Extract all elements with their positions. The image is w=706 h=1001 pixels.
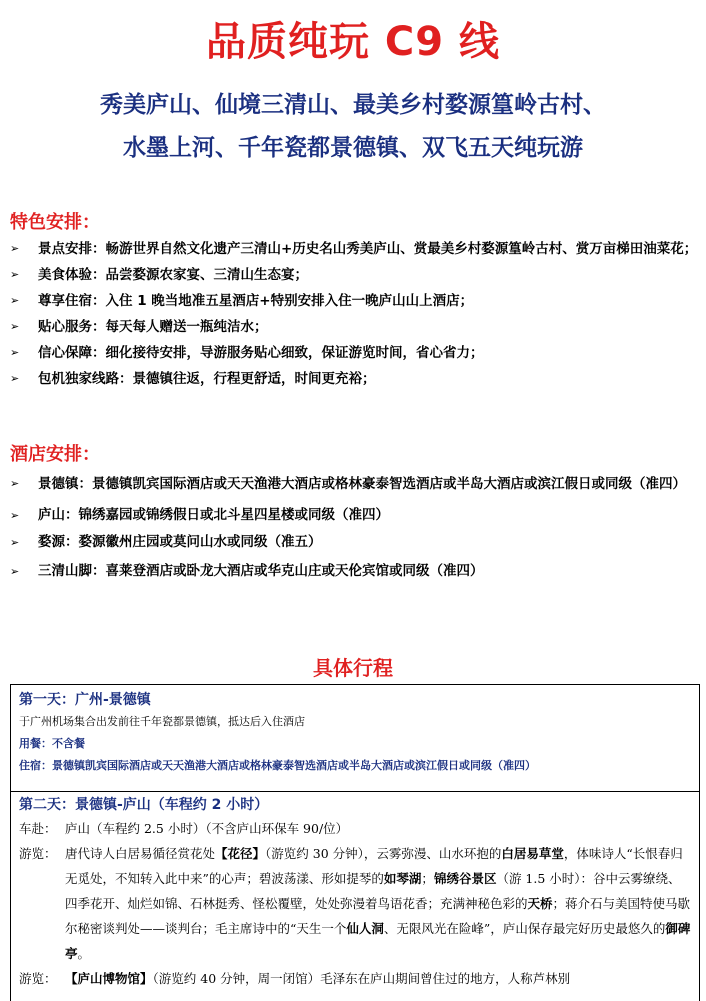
subtitle-line-2: 水墨上河、千年瓷都景德镇、双飞五天纯玩游 [123, 135, 583, 161]
itinerary-heading: 具体行程 [313, 656, 393, 680]
tour-label: 游览： [19, 846, 57, 861]
day1-title: 第一天：广州-景德镇 [19, 692, 151, 708]
day1-box [10, 684, 700, 792]
day2-box [10, 791, 700, 1001]
features-list [0, 236, 706, 392]
day1-stay: 住宿：景德镇凯宾国际酒店或天天渔港大酒店或格林豪泰智选酒店或半岛大酒店或滨江假日或同级（准四） [19, 759, 536, 772]
list-item: ➢ 三清山脚：喜莱登酒店或卧龙大酒店或华克山庄或天伦宾馆或同级（准四） [0, 558, 706, 585]
arrow-bullet-icon: ➢ [10, 346, 20, 359]
list-item: ➢ 婺源：婺源徽州庄园或莫问山水或同级（准五） [0, 529, 706, 556]
hotels-heading: 酒店安排： [10, 444, 100, 465]
day2-transfer: 车赴： 庐山（车程约 2.5 小时）（不含庐山环保车 90/位） [11, 816, 699, 841]
subtitle-line-1: 秀美庐山、仙境三清山、最美乡村婺源篁岭古村、 [100, 92, 606, 118]
list-item: ➢ 贴心服务：每天每人赠送一瓶纯洁水； [0, 314, 706, 340]
arrow-bullet-icon: ➢ [10, 509, 20, 522]
arrow-bullet-icon: ➢ [10, 372, 20, 385]
arrow-bullet-icon: ➢ [10, 477, 20, 490]
transfer-label: 车赴： [19, 821, 57, 836]
list-item: ➢ 美食体验：品尝婺源农家宴、三清山生态宴； [0, 262, 706, 288]
list-item: ➢ 庐山：锦绣嘉园或锦绣假日或北斗星四星楼或同级（准四） [0, 502, 706, 529]
arrow-bullet-icon: ➢ [10, 268, 20, 281]
day1-meals: 用餐：不含餐 [19, 737, 85, 750]
day2-tour-museum: 游览： 【庐山博物馆】（游览约 40 分钟，周一闭馆）毛泽东在庐山期间曾住过的地方，人称芦林别 [11, 966, 699, 991]
arrow-bullet-icon: ➢ [10, 565, 20, 578]
arrow-bullet-icon: ➢ [10, 294, 20, 307]
day1-description: 于广州机场集合出发前往千年瓷都景德镇，抵达后入住酒店 [19, 715, 305, 728]
tour-label: 游览： [19, 971, 57, 986]
page-title: 品质纯玩 C9 线 [205, 19, 501, 65]
list-item: ➢ 包机独家线路：景德镇往返，行程更舒适，时间更充裕； [0, 366, 706, 392]
arrow-bullet-icon: ➢ [10, 320, 20, 333]
list-item: ➢ 信心保障：细化接待安排，导游服务贴心细致，保证游览时间，省心省力； [0, 340, 706, 366]
day2-title: 第二天：景德镇-庐山（车程约 2 小时） [19, 797, 269, 813]
list-item: ➢ 景德镇：景德镇凯宾国际酒店或天天渔港大酒店或格林豪泰智选酒店或半岛大酒店或滨江假日或同级（准四） [0, 468, 706, 500]
list-item: ➢ 尊享住宿：入住 1 晚当地准五星酒店+特别安排入住一晚庐山山上酒店； [0, 288, 706, 314]
list-item: ➢ 景点安排：畅游世界自然文化遗产三清山+历史名山秀美庐山、赏最美乡村婺源篁岭古村、赏万亩梯田油菜花； [0, 236, 706, 262]
hotels-list [0, 468, 706, 585]
day2-tour: 游览： 唐代诗人白居易循径赏花处【花径】（游览约 30 分钟），云雾弥漫、山水环抱的白居易草堂，体味诗人“长恨春归无觅处，不知转入此中来”的心声；碧波荡漾、形如提琴的如琴湖；锦绣谷景区（游 1.5 小时）：谷中云雾缭绕、四季花开、灿烂如锦、石林挺秀、怪松覆壁，处处弥漫着鸟语花香；充满神秘色彩的天桥；蒋介石与美国特使马歇尔秘密谈判处——谈判台；毛主席诗中的“天生一个仙人洞、无限风光在险峰”，庐山保存最完好历史最悠久的御碑亭。 [11, 841, 699, 966]
arrow-bullet-icon: ➢ [10, 536, 20, 549]
arrow-bullet-icon: ➢ [10, 242, 20, 255]
features-heading: 特色安排： [10, 212, 100, 233]
